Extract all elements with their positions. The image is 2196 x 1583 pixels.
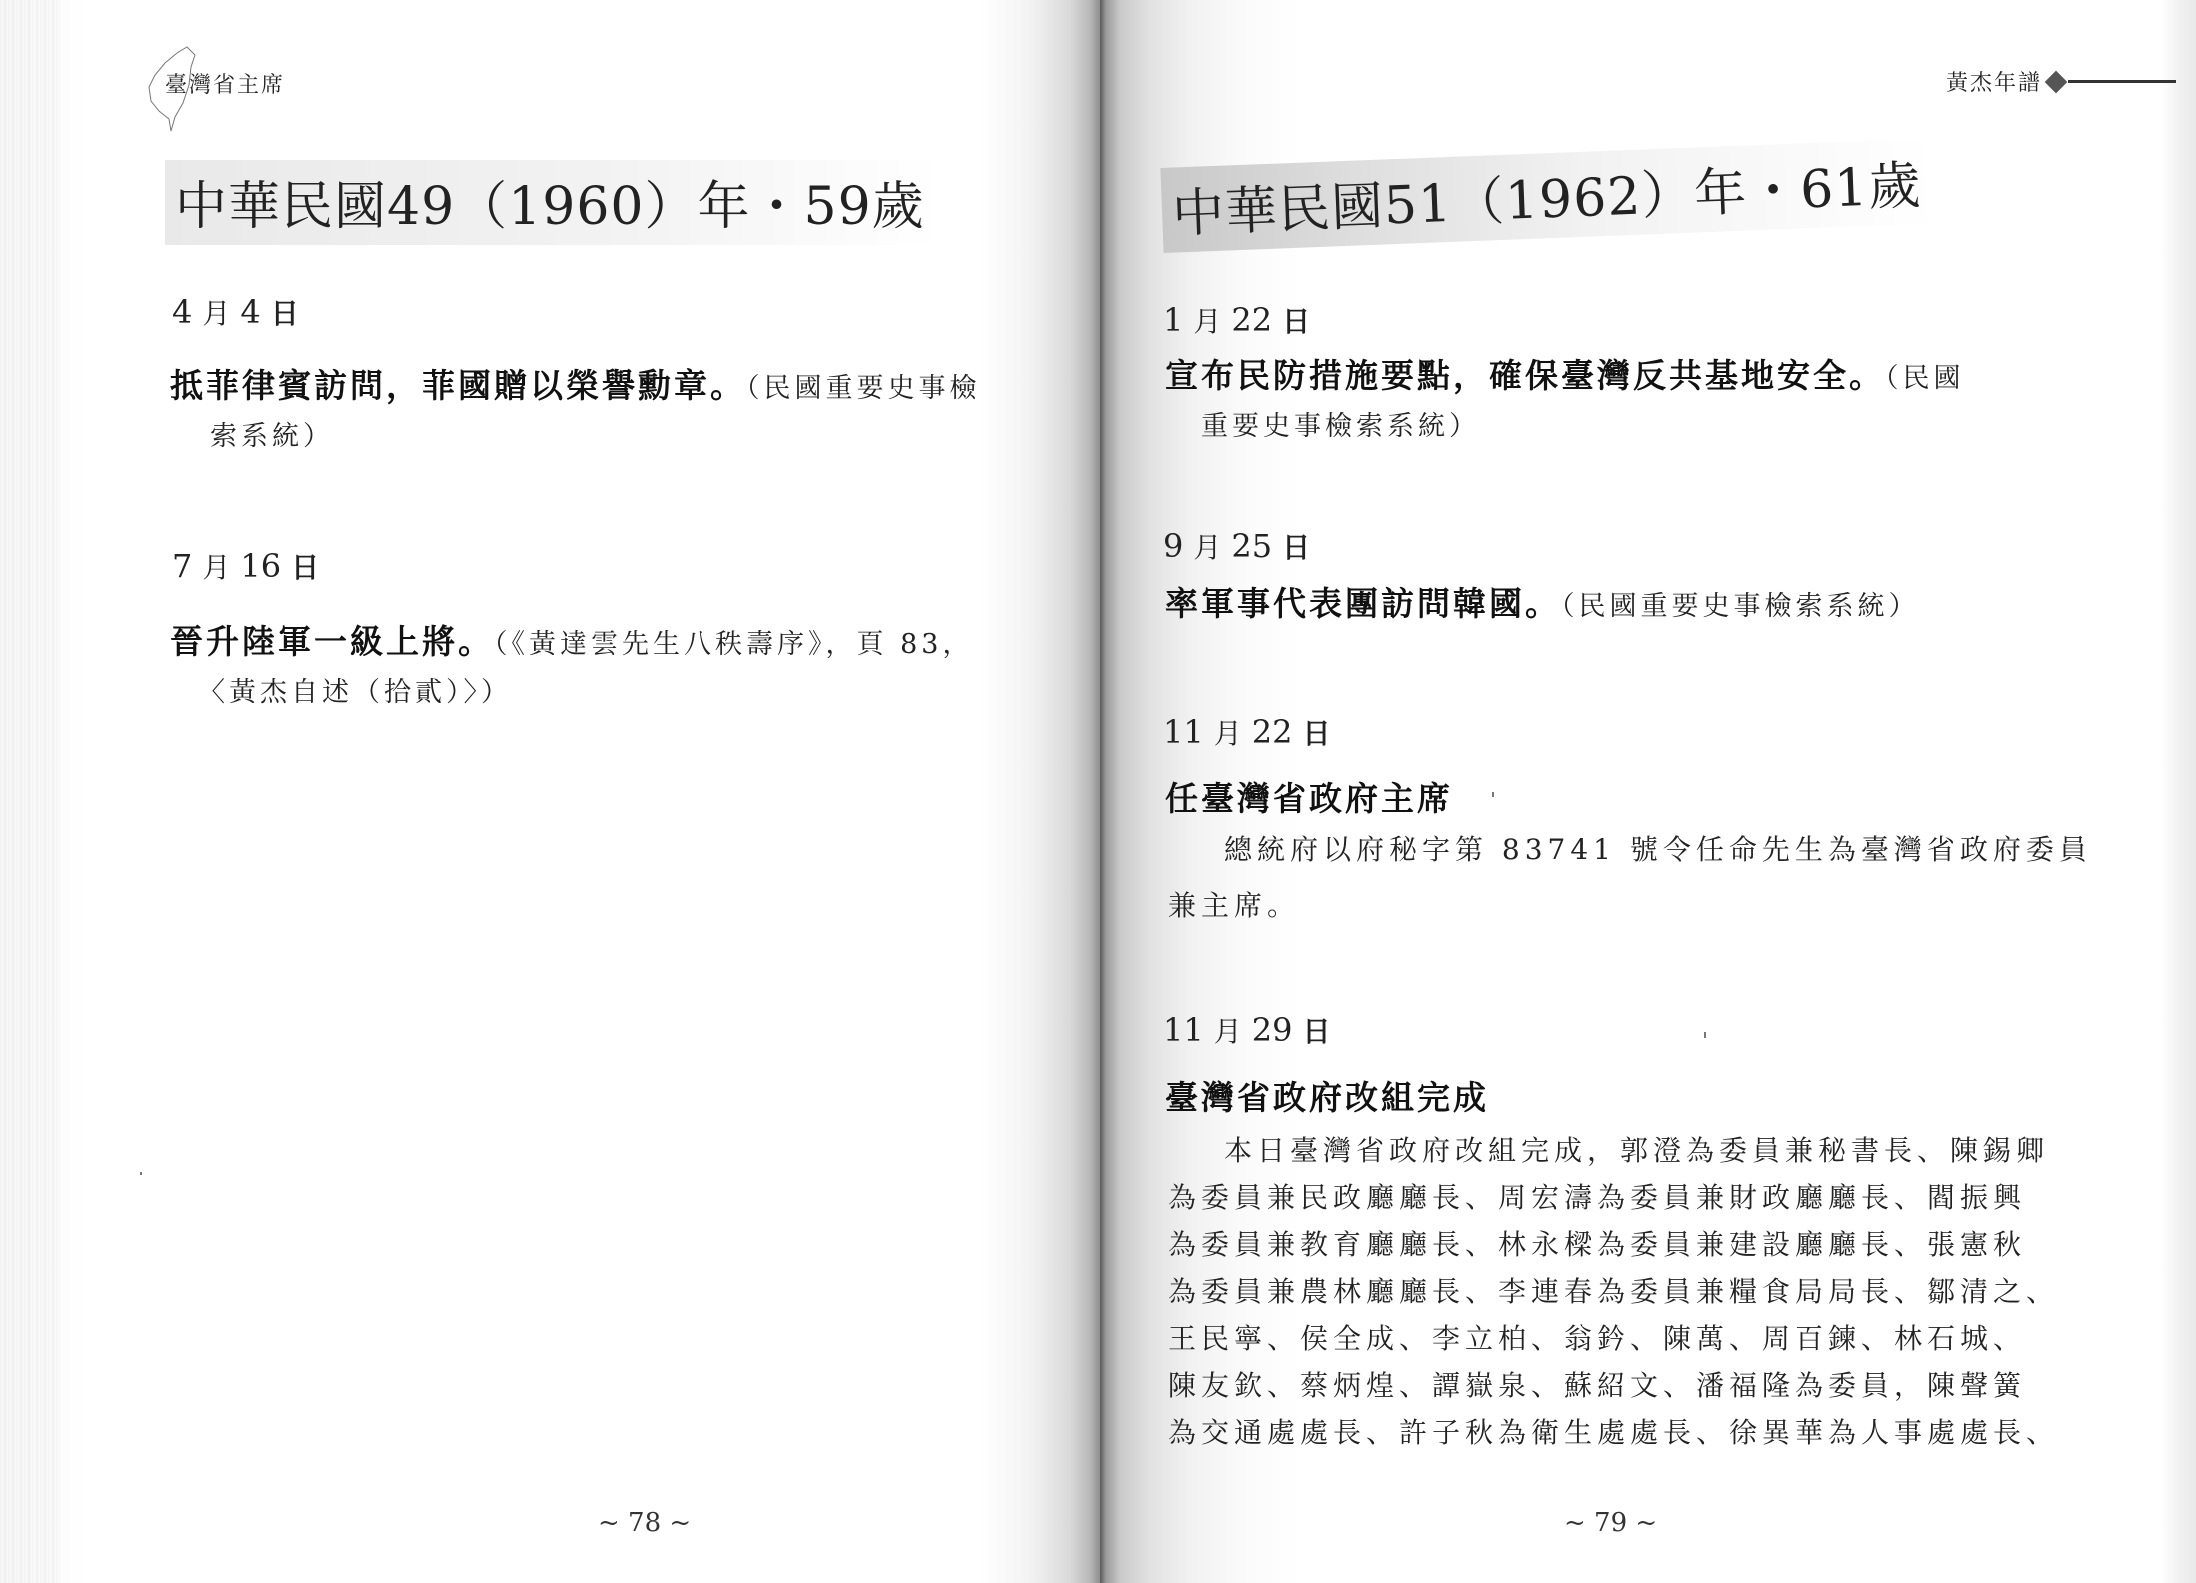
day-label: 日	[1282, 531, 1311, 564]
date-month: 9	[1163, 527, 1184, 565]
day-label: 日	[1302, 1015, 1331, 1048]
entry-date	[172, 546, 319, 586]
month-label: 月	[1213, 1015, 1242, 1048]
date-day: 22	[1231, 301, 1273, 339]
year-heading-1960: 中華民國49（1960）年・59歲	[165, 160, 939, 245]
date-month: 11	[1163, 1011, 1204, 1049]
entry-source: （《黃達雲先生八秩壽序》，頁 83，	[494, 629, 974, 660]
header-rule	[2068, 80, 2176, 83]
page-edge-stack	[0, 0, 60, 1583]
entry-source-cont: 索系統）	[210, 421, 334, 452]
diamond-ornament-icon	[2045, 70, 2068, 93]
entry-paragraph	[1168, 826, 2092, 930]
entry-date	[1163, 300, 1310, 340]
month-label: 月	[1193, 531, 1222, 564]
paragraph-line: 為委員兼農林廳廳長、李連春為委員兼糧食局局長、鄒清之、	[1168, 1275, 2060, 1308]
day-label: 日	[291, 551, 320, 584]
entry-paragraph	[1168, 1127, 2068, 1456]
entry-date	[1163, 1010, 1330, 1050]
entry-source: （民國	[1885, 363, 1965, 394]
date-day: 25	[1231, 527, 1273, 565]
date-month: 4	[172, 293, 193, 331]
scan-speck	[1492, 792, 1494, 797]
month-label: 月	[1213, 717, 1242, 750]
entry-text	[170, 618, 1070, 717]
page-number-right: ~ 79 ~	[1564, 1508, 1658, 1538]
paragraph-line: 為委員兼民政廳廳長、周宏濤為委員兼財政廳廳長、閻振興	[1168, 1181, 2027, 1214]
paragraph-line: 為交通處處長、許子秋為衛生處處長、徐異華為人事處處長、	[1168, 1416, 2060, 1449]
page-number-left: ~ 78 ~	[598, 1508, 692, 1538]
entry-source-cont: 〈黃杰自述（拾貳）〉）	[198, 677, 512, 708]
month-label: 月	[202, 297, 231, 330]
day-label: 日	[1282, 305, 1311, 338]
month-label: 月	[202, 551, 231, 584]
paragraph-line: 兼主席。	[1168, 889, 1301, 922]
entry-main-text: 宣布民防措施要點，確保臺灣反共基地安全。	[1165, 356, 1885, 395]
date-day: 29	[1251, 1011, 1293, 1049]
date-month: 1	[1163, 301, 1184, 339]
date-day: 4	[240, 293, 261, 331]
entry-text	[1165, 580, 2065, 631]
paragraph-line: 本日臺灣省政府改組完成，郭澄為委員兼秘書長、陳錫卿	[1224, 1134, 2050, 1167]
entry-source-cont: 重要史事檢索系統）	[1201, 411, 1480, 442]
entry-subhead: 臺灣省政府改組完成	[1165, 1078, 1489, 1117]
paragraph-line: 陳友欽、蔡炳煌、譚嶽泉、蘇紹文、潘福隆為委員，陳聲簧	[1168, 1369, 2027, 1402]
entry-date	[1163, 526, 1310, 566]
date-month: 11	[1163, 713, 1204, 751]
entry-main-text: 晉升陸軍一級上將。	[170, 622, 494, 661]
date-day: 22	[1251, 713, 1293, 751]
entry-source: （民國重要史事檢索系統）	[1561, 591, 1920, 622]
entry-date	[1163, 712, 1330, 752]
day-label: 日	[1302, 717, 1331, 750]
entry-source: （民國重要史事檢	[746, 373, 981, 404]
entry-subhead: 任臺灣省政府主席	[1165, 779, 1453, 818]
running-head-left: 臺灣省主席	[165, 73, 286, 98]
paragraph-line: 總統府以府秘字第 83741 號令任命先生為臺灣省政府委員	[1224, 833, 2092, 866]
date-day: 16	[240, 547, 282, 585]
scan-speck	[1704, 1032, 1706, 1038]
entry-text	[170, 362, 1070, 461]
year-heading-1962: 中華民國51（1962）年・61歲	[1160, 138, 1936, 253]
entry-main-text: 抵菲律賓訪問，菲國贈以榮譽勳章。	[170, 366, 746, 405]
date-month: 7	[172, 547, 193, 585]
entry-text	[1165, 352, 2065, 451]
running-head-title: 黃杰年譜	[1946, 71, 2043, 96]
entry-date	[172, 292, 299, 332]
paragraph-line: 王民寧、侯全成、李立柏、翁鈐、陳萬、周百鍊、林石城、	[1168, 1322, 2027, 1355]
month-label: 月	[1193, 305, 1222, 338]
scan-speck	[140, 1172, 142, 1175]
day-label: 日	[270, 297, 299, 330]
entry-main-text: 率軍事代表團訪問韓國。	[1165, 584, 1561, 623]
paragraph-line: 為委員兼教育廳廳長、林永樑為委員兼建設廳廳長、張憲秋	[1168, 1228, 2027, 1261]
running-head-right	[1946, 66, 2176, 97]
